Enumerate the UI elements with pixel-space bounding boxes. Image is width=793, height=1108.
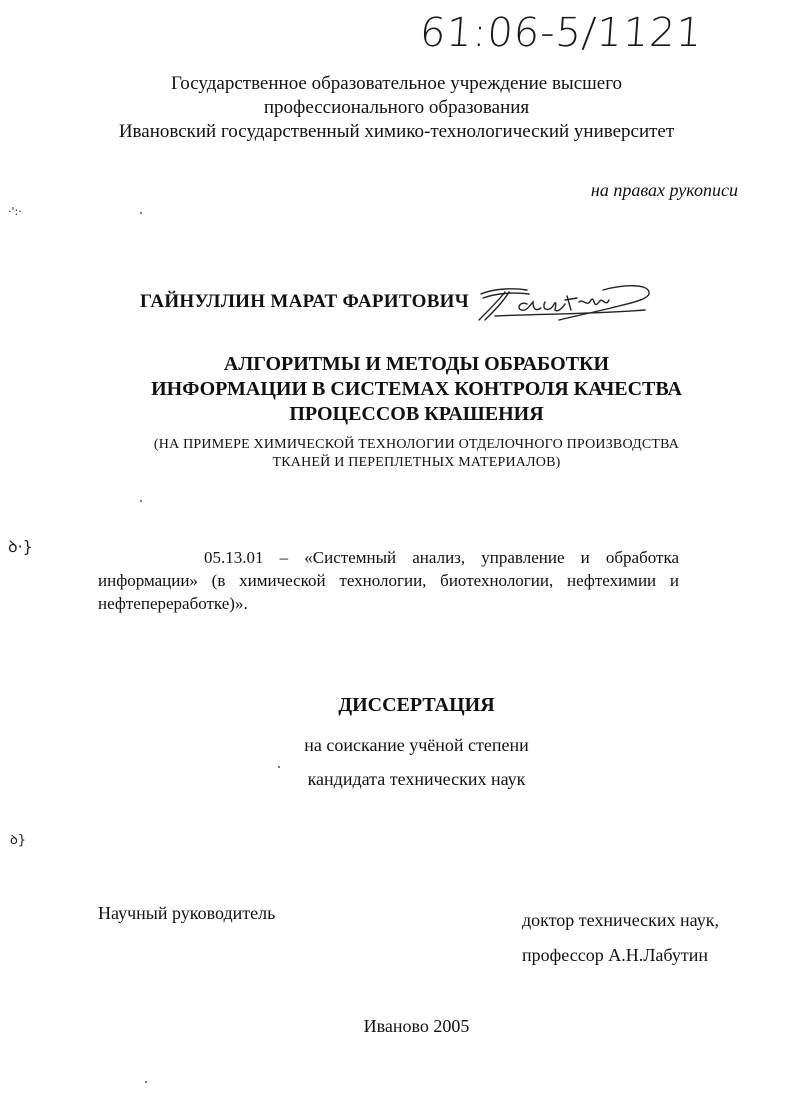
dissertation-title — [0, 352, 793, 427]
scan-speck — [140, 212, 142, 214]
degree-line: кандидата технических наук — [307, 769, 526, 789]
supervisor-name: профессор А.Н.Лабутин — [522, 945, 709, 965]
author-row — [0, 280, 793, 324]
institution-header — [0, 72, 793, 144]
scan-speck — [145, 1081, 147, 1083]
title-line: ИНФОРМАЦИИ В СИСТЕМАХ КОНТРОЛЯ КАЧЕСТВА — [151, 378, 682, 400]
margin-mark: ·ꞌ:· — [8, 205, 22, 218]
degree-line: на соискание учёной степени — [304, 735, 529, 755]
margin-mark: ꝺ} — [10, 833, 27, 848]
place-year: Иваново 2005 — [363, 1016, 470, 1036]
margin-mark: ꝺ·} — [8, 537, 33, 556]
handwritten-archive-code: 61:06-5/1121 — [418, 10, 705, 56]
rights-note: на правах рукописи — [590, 180, 738, 200]
institution-line: Государственное образовательное учреждение высшего — [170, 73, 623, 94]
scan-speck — [140, 500, 142, 502]
dissertation-subtitle — [0, 436, 793, 472]
supervisor-title: доктор технических наук, — [522, 910, 719, 930]
institution-line: профессионального образования — [263, 97, 530, 118]
supervisor-label: Научный руководитель — [98, 903, 276, 923]
title-line: АЛГОРИТМЫ И МЕТОДЫ ОБРАБОТКИ — [223, 353, 610, 375]
subtitle-line: (НА ПРИМЕРЕ ХИМИЧЕСКОЙ ТЕХНОЛОГИИ ОТДЕЛОЧНОГО ПРОИЗВОДСТВА — [153, 437, 680, 452]
subtitle-line: ТКАНЕЙ И ПЕРЕПЛЕТНЫХ МАТЕРИАЛОВ) — [272, 455, 561, 470]
author-name: ГАЙНУЛЛИН МАРАТ ФАРИТОВИЧ — [140, 291, 469, 312]
scan-speck — [278, 766, 280, 768]
institution-line: Ивановский государственный химико-технологический университет — [118, 121, 675, 142]
author-signature — [475, 280, 653, 324]
title-line: ПРОЦЕССОВ КРАШЕНИЯ — [289, 403, 544, 425]
specialty-code: 05.13.01 – «Системный анализ, управление и обработка информации» (в химической технологии, биотехнологии, нефтехимии и нефтепереработке)». — [98, 548, 679, 613]
supervisor-info — [522, 903, 719, 973]
document-type: ДИССЕРТАЦИЯ — [338, 694, 495, 716]
